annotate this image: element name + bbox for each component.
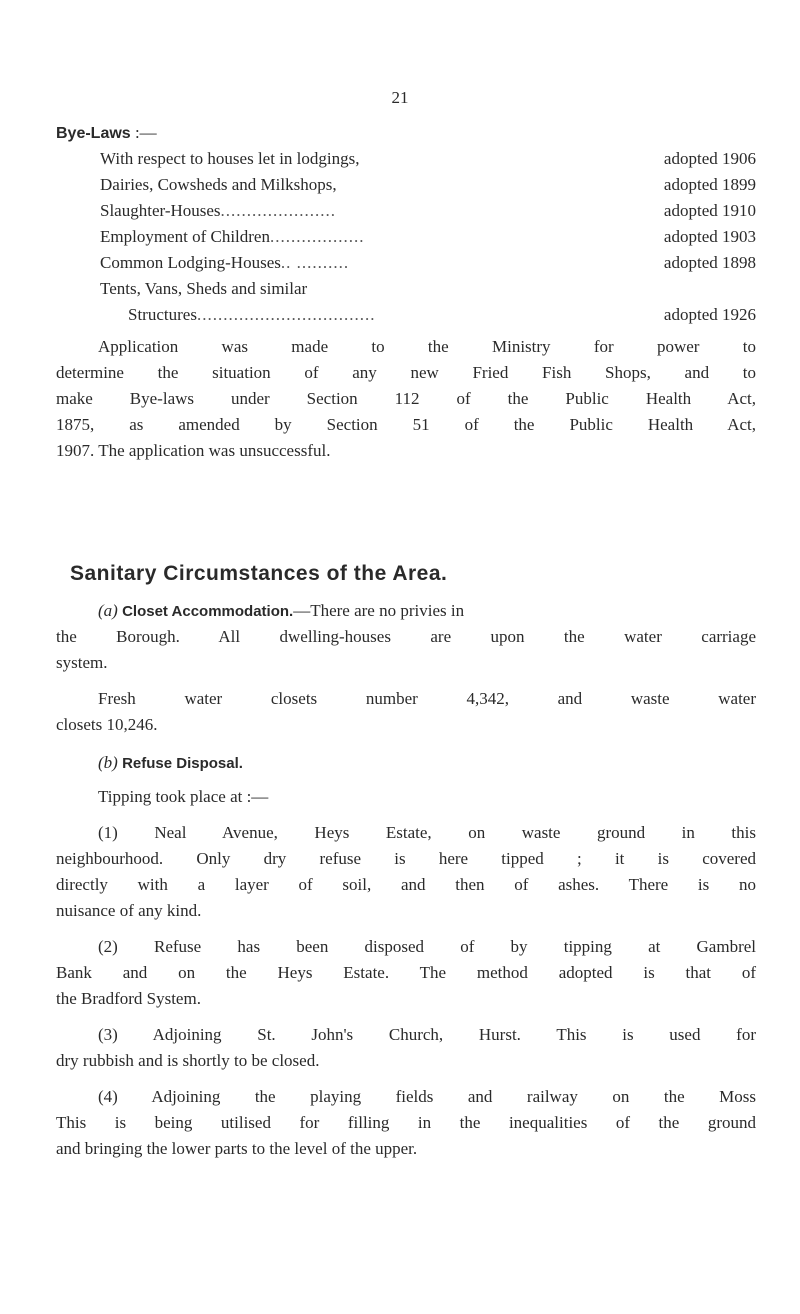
bye-law-name: Dairies, Cowsheds and Milkshops, — [100, 175, 337, 194]
paragraph-line: directly with a layer of soil, and then of ashes. There is no — [56, 875, 756, 894]
leader-dots: .................. — [269, 227, 365, 246]
bye-law-name: Slaughter-Houses — [100, 201, 221, 220]
paragraph-line: (1) Neal Avenue, Heys Estate, on waste ground in this — [98, 823, 756, 842]
page-number: 21 — [391, 88, 409, 107]
closet-text: —There are no privies in — [293, 601, 465, 620]
bye-law-adopted: adopted 1898 — [663, 253, 756, 272]
closet-line — [98, 600, 464, 623]
bye-law-row — [100, 148, 756, 170]
leader-dots — [337, 174, 664, 196]
paragraph-line: This is being utilised for filling in the inequalities of the ground — [56, 1113, 756, 1132]
paragraph-line: 1875, as amended by Section 51 of the Public Health Act, — [56, 415, 756, 434]
paragraph-line: Fresh water closets number 4,342, and waste water — [98, 689, 756, 708]
paragraph-line: system. — [56, 653, 108, 672]
paragraph-line: and bringing the lower parts to the level of the upper. — [56, 1139, 418, 1158]
refuse-prefix: (b) — [98, 753, 118, 772]
paragraph-line: (2) Refuse has been disposed of by tipping at Gambrel — [98, 937, 756, 956]
paragraph-line: closets 10,246. — [56, 715, 158, 734]
bye-law-adopted: adopted 1926 — [663, 305, 756, 324]
paragraph-line: determine the situation of any new Fried Fish Shops, and to — [56, 363, 756, 382]
paragraph-line: Application was made to the Ministry for power to — [98, 337, 756, 356]
bye-law-adopted: adopted 1906 — [663, 149, 756, 168]
paragraph-line: the Borough. All dwelling-houses are upon the water carriage — [56, 627, 756, 646]
section-heading: Sanitary Circumstances of the Area. — [70, 562, 448, 585]
refuse-intro: Tipping took place at :— — [98, 787, 269, 806]
bye-law-row — [100, 200, 756, 222]
paragraph-line: nuisance of any kind. — [56, 901, 202, 920]
paragraph-line: neighbourhood. Only dry refuse is here tipped ; it is covered — [56, 849, 756, 868]
bye-law-row — [100, 174, 756, 196]
bye-law-adopted: adopted 1903 — [663, 227, 756, 246]
bye-laws-heading: Bye-Laws — [56, 125, 131, 142]
leader-dots: ...................... — [220, 201, 337, 220]
refuse-subheading: Refuse Disposal. — [122, 755, 243, 772]
leader-dots: .................................. — [196, 305, 376, 324]
paragraph-line: (3) Adjoining St. John's Church, Hurst. This is used for — [98, 1025, 756, 1044]
closet-prefix: (a) — [98, 601, 118, 620]
bye-law-name: Structures — [128, 305, 197, 324]
paragraph-line: make Bye-laws under Section 112 of the Public Health Act, — [56, 389, 756, 408]
bye-law-adopted: adopted 1910 — [663, 201, 756, 220]
bye-laws-dash: :— — [134, 123, 157, 142]
bye-law-row — [128, 304, 756, 326]
bye-law-name: Employment of Children — [100, 227, 270, 246]
leader-dots: .. .......... — [280, 253, 350, 272]
paragraph-line: dry rubbish and is shortly to be closed. — [56, 1051, 320, 1070]
bye-law-row — [100, 226, 756, 248]
bye-law-row — [100, 252, 756, 274]
bye-law-tents-line: Tents, Vans, Sheds and similar — [100, 279, 308, 298]
paragraph-line: the Bradford System. — [56, 989, 201, 1008]
paragraph-line: (4) Adjoining the playing fields and railway on the Moss — [98, 1087, 756, 1106]
refuse-line — [98, 752, 243, 775]
bye-laws-heading-line — [56, 122, 157, 145]
paragraph-line: Bank and on the Heys Estate. The method adopted is that of — [56, 963, 756, 982]
bye-law-name: Common Lodging-Houses — [100, 253, 281, 272]
closet-subheading: Closet Accommodation. — [122, 603, 294, 620]
bye-law-name: With respect to houses let in lodgings, — [100, 149, 360, 168]
bye-law-adopted: adopted 1899 — [663, 175, 756, 194]
paragraph-line: 1907. The application was unsuccessful. — [56, 441, 331, 460]
